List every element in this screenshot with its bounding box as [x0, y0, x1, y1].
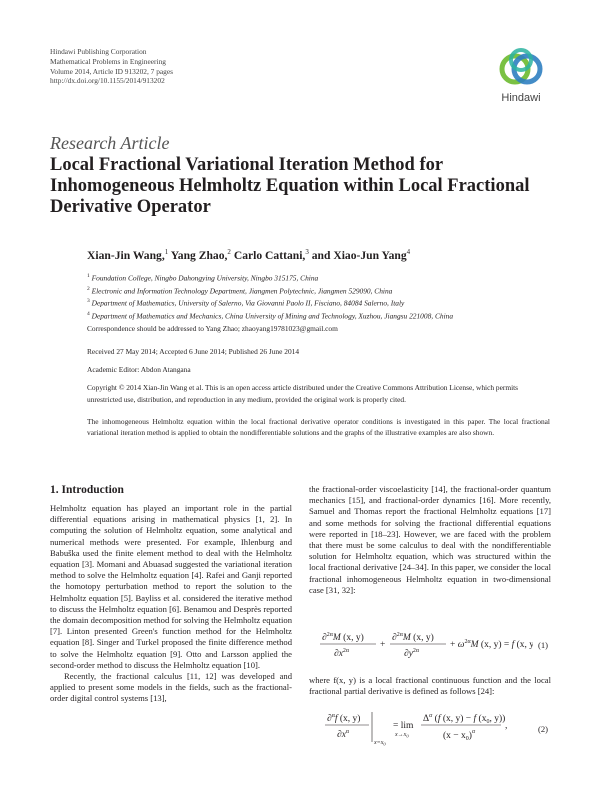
author-affil-mark: 1: [164, 248, 169, 256]
svg-text:∂αf (x, y): ∂$^\alpha$f (x, y): [327, 713, 361, 724]
journal-header: [50, 47, 173, 86]
affiliation-item: $^2$ Electronic and Information Technology Department, Jiangmen Polytechnic, Jiangmen 529090, China: [87, 285, 393, 296]
article-type: Research Article: [50, 133, 170, 153]
academic-editor: Academic Editor: Abdon Atangana: [87, 365, 191, 374]
paragraph: Helmholtz equation has played an important role in the partial differential equations arising in mathematical physics [1, 2]. In computing the solution of Helmholtz equation, some analytical and numerical methods were presented. For example, Ihlenburg and Babuška used the finite element method to deal with the Helmholtz equation [3]. Momani and Abuasad suggested the variational iteration method to solve the Helmholtz equation [4]. Rafei and Ganji reported the homotopy perturbation method to report the solution to the Helmholtz equation [5]. Bayliss et al. considered the iterative method to discuss the Helmholtz equation [6]. Benamou and Desprès reported the domain decomposition method for solving the Helmholtz equation [7]. Linton presented Green's function method for the Helmholtz equation [8]. Singer and Turkel proposed the finite difference method to solve the Helmholtz equation [9]. Otto and Larsson applied the second-order method to discuss the Helmholtz equation [10].: [50, 503, 292, 670]
svg-text:x=x0: $x=x_0$: [374, 740, 386, 747]
svg-text:∂xα: $\partial x^\alpha$: [337, 729, 350, 740]
affiliation-item: $^3$ Department of Mathematics, University of Salerno, Via Giovanni Paolo II, Fisciano, 84084 Salerno, Italy: [87, 298, 405, 308]
equation-number: (2): [538, 724, 549, 734]
equation-2-graphic: [325, 710, 530, 752]
paper-title: Local Fractional Variational Iteration Method for Inhomogeneous Helmholtz Equation within Local Fractional Derivative Operator: [50, 155, 530, 217]
author-list: [87, 248, 410, 262]
svg-text:(x − x0)α: $(x - x_0)^\alpha$: [443, 729, 476, 742]
equation-number: (1): [538, 640, 549, 650]
hindawi-logo-text: Hindawi: [501, 92, 541, 104]
author-affil-mark: 2: [227, 248, 231, 256]
affiliation-item: $^4$ Department of Mathematics and Mechanics, China University of Mining and Technology, Xuzhou, Jiangsu 221008, China: [87, 311, 454, 321]
author-affil-mark: 3: [305, 248, 309, 256]
journal-volume: Volume 2014, Article ID 913202, 7 pages: [50, 66, 174, 76]
svg-text:∂x2α: $\partial x^{2\alpha}$: [334, 648, 350, 659]
affiliation-item: $^1$ Foundation College, Ningbo Dahongying University, Ningbo 315175, China: [87, 273, 319, 283]
equation-2: [325, 710, 530, 755]
copyright-notice: Copyright © 2014 Xian-Jin Wang et al. This is an open access article distributed under the Creative Commons Attribution License, which permits unrestricted use, distribution, and reproduction in any medium, provided the original work is properly cited.: [87, 383, 519, 404]
journal-publisher: Hindawi Publishing Corporation: [50, 47, 147, 56]
author-name: and Xiao-Jun Yang: [311, 248, 407, 262]
svg-text:+: +: [380, 640, 386, 650]
section-title: 1. Introduction: [50, 484, 124, 496]
journal-doi[interactable]: http://dx.doi.org/10.1155/2014/913202: [50, 76, 165, 86]
equation-1: [318, 629, 533, 666]
right-column-continued: [309, 675, 551, 697]
correspondence: Correspondence should be addressed to Yang Zhao; zhaoyang19781023@gmail.com: [87, 324, 338, 333]
paragraph: where f(x, y) is a local fractional continuous function and the local fractional partial derivative is defined as follows [24]:: [309, 675, 551, 697]
left-column: [50, 503, 292, 705]
right-column: [309, 484, 551, 596]
author-name: Carlo Cattani,: [233, 248, 306, 262]
svg-text:∂2αM (x, y): ∂$^{2\alpha}$M (x, y): [322, 632, 364, 643]
affiliations: [87, 271, 567, 322]
svg-text:= lim: = lim: [393, 721, 414, 731]
hindawi-logo: [492, 46, 550, 106]
paragraph: Recently, the fractional calculus [11, 12] was developed and applied to present some models in the fields, such as the fractional-order digital control systems [13],: [50, 671, 292, 704]
paragraph: the fractional-order viscoelasticity [14], the fractional-order quantum mechanics [15], and fractional-order dynamics [16]. More recently, Samuel and Thomas report the fractional Helmholtz equations [17] and some methods for solving the fractional differential equations were reported in [18–23]. However, we are faced with the problem that there must be some calculus to deal with the nondifferentiable solution for Helmholtz equation, which was structured within the local fractional derivative [24–34]. In this paper, we consider the local fractional inhomogeneous Helmholtz equation in two-dimensional case [31, 32]:: [309, 484, 551, 595]
journal-name: Mathematical Problems in Engineering: [50, 56, 166, 66]
svg-text:,: ,: [505, 721, 508, 731]
author-affil-mark: 4: [406, 248, 411, 256]
abstract: The inhomogeneous Helmholtz equation within the local fractional derivative operator conditions is investigated in this paper. The local fractional variational iteration method is applied to obtain the nondifferentiable solutions and the graphs of the illustrative examples are also shown.: [87, 417, 550, 437]
svg-text:∂y2α: $\partial y^{2\alpha}$: [404, 648, 420, 659]
article-dates: Received 27 May 2014; Accepted 6 June 2014; Published 26 June 2014: [87, 347, 300, 356]
svg-text:+ ω2αM (x, y) = f (x, y) ,: + $\omega^{2\alpha}M$ (x, y) = f (x, y: [450, 639, 533, 650]
svg-text:∂2αM (x, y): ∂$^{2\alpha}$M (x, y): [392, 632, 434, 643]
hindawi-logo-icon: [492, 46, 550, 92]
author-name: Xian-Jin Wang,: [87, 248, 165, 262]
svg-text:x→x0: $x\to x_0$: [395, 732, 409, 739]
svg-text:Δα (f (x, y) − f (x0, y)): $\Delta^\alpha$ (f (x, y) − f ($x_0$, y)): [423, 713, 506, 725]
author-name: Yang Zhao,: [170, 248, 228, 262]
equation-1-graphic: [318, 629, 533, 663]
